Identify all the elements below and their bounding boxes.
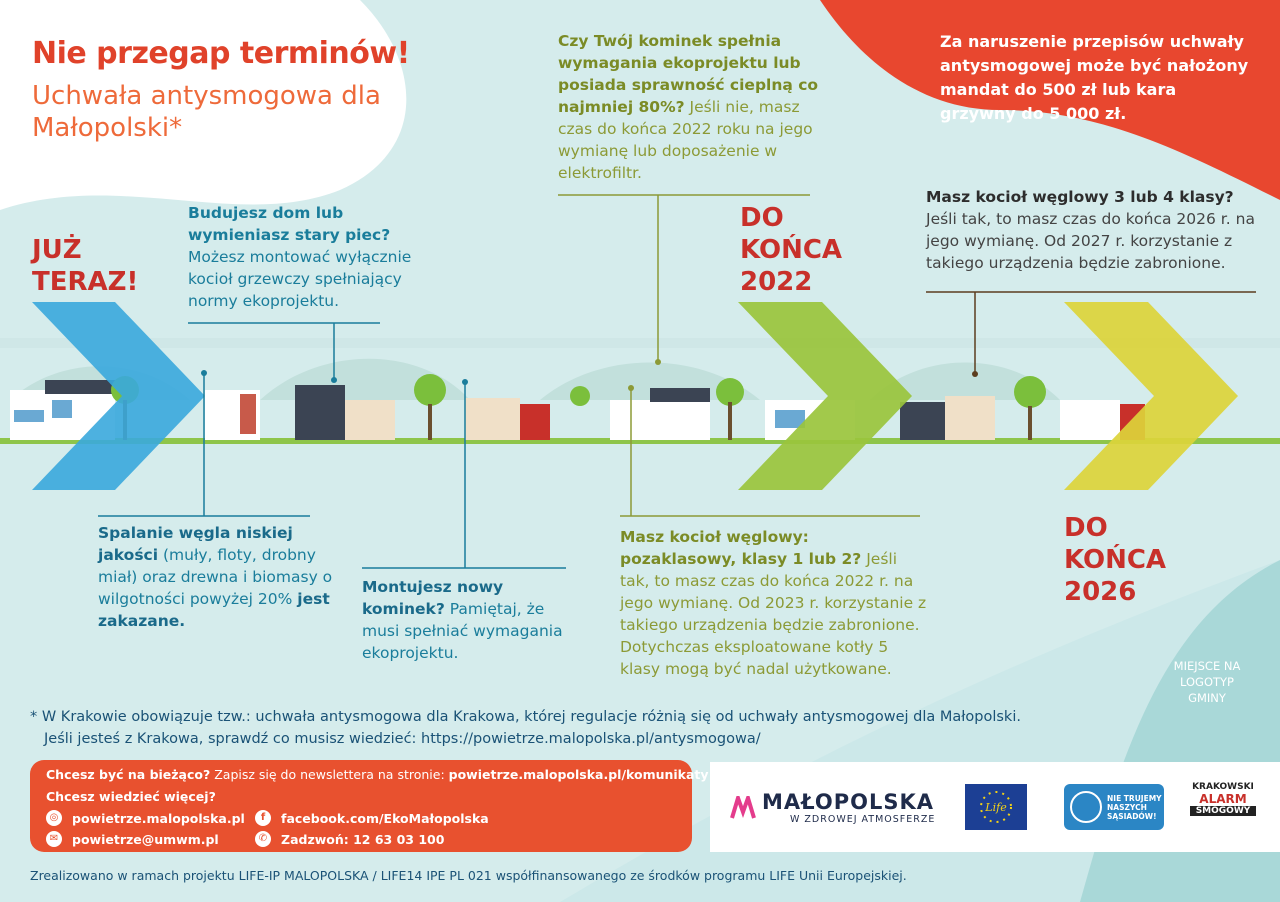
svg-text:Life: Life [985, 801, 1007, 814]
note-text: Jeśli tak, to masz czas do końca 2026 r. na jego wymianę. Od 2027 r. korzystanie z takiego urządzenia będzie zabronione. [926, 210, 1255, 272]
arrow-2026 [1064, 302, 1238, 490]
note-bold: Spalanie węgla niskiej jakości [98, 524, 293, 564]
note-text: Możesz montować wyłącznie kocioł grzewczy spełniający normy ekoprojektu. [188, 248, 412, 310]
facebook-item[interactable] [255, 810, 489, 826]
kas-line: KRAKOWSKI [1192, 782, 1254, 792]
malopolska-logo [730, 790, 935, 825]
note-text: Jeśli nie, masz czas do końca 2022 roku na jego wymianę lub doposażenie w elektrofiltr. [558, 98, 813, 182]
logos-strip [710, 762, 1280, 852]
footnote-line-2 [30, 728, 1090, 750]
newsletter-line [46, 767, 709, 782]
milestone-line: JUŻ [32, 235, 82, 265]
newsletter-bold: Chcesz być na bieżąco? [46, 767, 211, 782]
milestone-line: 2026 [1064, 577, 1137, 607]
note-bold: Masz kocioł węglowy 3 lub 4 klasy? [926, 188, 1234, 206]
note-text: Jeśli tak, to masz czas do końca 2022 r. na jego wymianę. Od 2023 r. korzystanie z takiego urządzenia będzie zabronione. Dotychczas eksploatowane kotły 5 klasy mogą być nadal użytkowane. [620, 550, 927, 678]
note-boiler-class-1-2 [620, 526, 930, 680]
krakowski-alarm-logo [1190, 782, 1256, 832]
milestone-line: TERAZ! [32, 267, 139, 297]
milestone-line: KOŃCA [1064, 545, 1167, 575]
note-text: (muły, floty, drobny miał) oraz drewna i biomasy o wilgotności powyżej 20% [98, 546, 333, 608]
logo-placeholder: MIEJSCE NA LOGOTYP GMINY [1173, 659, 1241, 705]
nie-trujemy-logo [1064, 784, 1164, 830]
footnote-line: * W Krakowie obowiązuje tzw.: uchwała antysmogowa dla Krakowa, której regulacje różnią się od uchwały antysmogowej dla Małopolski. [30, 709, 1021, 725]
eu-stars-icon [965, 784, 1027, 830]
facebook-link[interactable]: facebook.com/EkoMałopolska [281, 810, 489, 826]
phone-link[interactable]: Zadzwoń: 12 63 03 100 [281, 831, 445, 847]
nie-trujemy-icon [1070, 791, 1102, 823]
milestone-line: 2022 [740, 267, 813, 297]
nie-trujemy-text: NIE TRUJEMY NASZYCH SĄSIADÓW! [1107, 793, 1162, 821]
mail-icon: ✉ [46, 831, 62, 847]
arrow-now [32, 302, 205, 490]
page-subtitle: Uchwała antysmogowa dla Małopolski* [32, 81, 381, 143]
eu-life-logo [965, 784, 1027, 830]
malopolska-text: MAŁOPOLSKA [762, 790, 935, 814]
website-item[interactable] [46, 810, 245, 826]
phone-item[interactable] [255, 831, 444, 847]
note-bold: jest zakazane. [98, 590, 330, 630]
newsletter-text: Zapisz się do newslettera na stronie: [210, 767, 449, 782]
note-bold: Czy Twój kominek spełnia wymagania ekoprojektu lub posiada sprawność cieplną co najmniej 80%? [558, 32, 819, 116]
note-coal-burning [98, 522, 338, 632]
email-item[interactable] [46, 831, 219, 847]
milestone-line: DO [740, 203, 784, 233]
page-title: Nie przegap terminów! [32, 36, 410, 71]
milestone-2022 [740, 202, 842, 298]
note-boiler-class-3-4 [926, 186, 1266, 274]
malopolska-subtext: W ZDROWEJ ATMOSFERZE [790, 814, 936, 825]
footnote [30, 706, 1090, 750]
note-text: Pamiętaj, że musi spełniać wymagania ekoprojektu. [362, 600, 563, 662]
note-fireplace-efficiency [558, 30, 828, 184]
footnote-link[interactable]: Jeśli jesteś z Krakowa, sprawdź co musisz wiedzieć: https://powietrze.malopolska.pl/antysmogowa/ [44, 731, 761, 747]
newsletter-link[interactable]: powietrze.malopolska.pl/komunikaty [448, 767, 709, 782]
milestone-line: KOŃCA [740, 235, 843, 265]
kas-line: SMOGOWY [1190, 806, 1256, 816]
milestone-2026 [1064, 512, 1166, 608]
email-link[interactable]: powietrze@umwm.pl [72, 831, 219, 847]
credit-line: Zrealizowano w ramach projektu LIFE-IP MALOPOLSKA / LIFE14 IPE PL 021 współfinansowanego ze środków programu LIFE Unii Europejskiej. [30, 868, 907, 883]
website-link[interactable]: powietrze.malopolska.pl [72, 810, 245, 826]
phone-icon: ✆ [255, 831, 271, 847]
note-new-house [188, 202, 448, 312]
note-bold: Masz kocioł węglowy: pozaklasowy, klasy 1 lub 2? [620, 528, 862, 568]
malopolska-m-icon [730, 796, 756, 820]
more-info-label: Chcesz wiedzieć więcej? [46, 789, 216, 804]
globe-icon: ◎ [46, 810, 62, 826]
milestone-line: DO [1064, 513, 1108, 543]
note-fine: Za naruszenie przepisów uchwały antysmogowej może być nałożony mandat do 500 zł lub kara grzywny do 5 000 zł. [940, 32, 1249, 123]
facebook-icon: f [255, 810, 271, 826]
note-bold: Budujesz dom lub wymieniasz stary piec? [188, 204, 391, 244]
note-bold: Montujesz nowy kominek? [362, 578, 504, 618]
kas-line: ALARM [1199, 792, 1247, 806]
milestone-now [32, 234, 138, 298]
note-new-fireplace [362, 576, 572, 664]
arrow-2022 [738, 302, 912, 490]
